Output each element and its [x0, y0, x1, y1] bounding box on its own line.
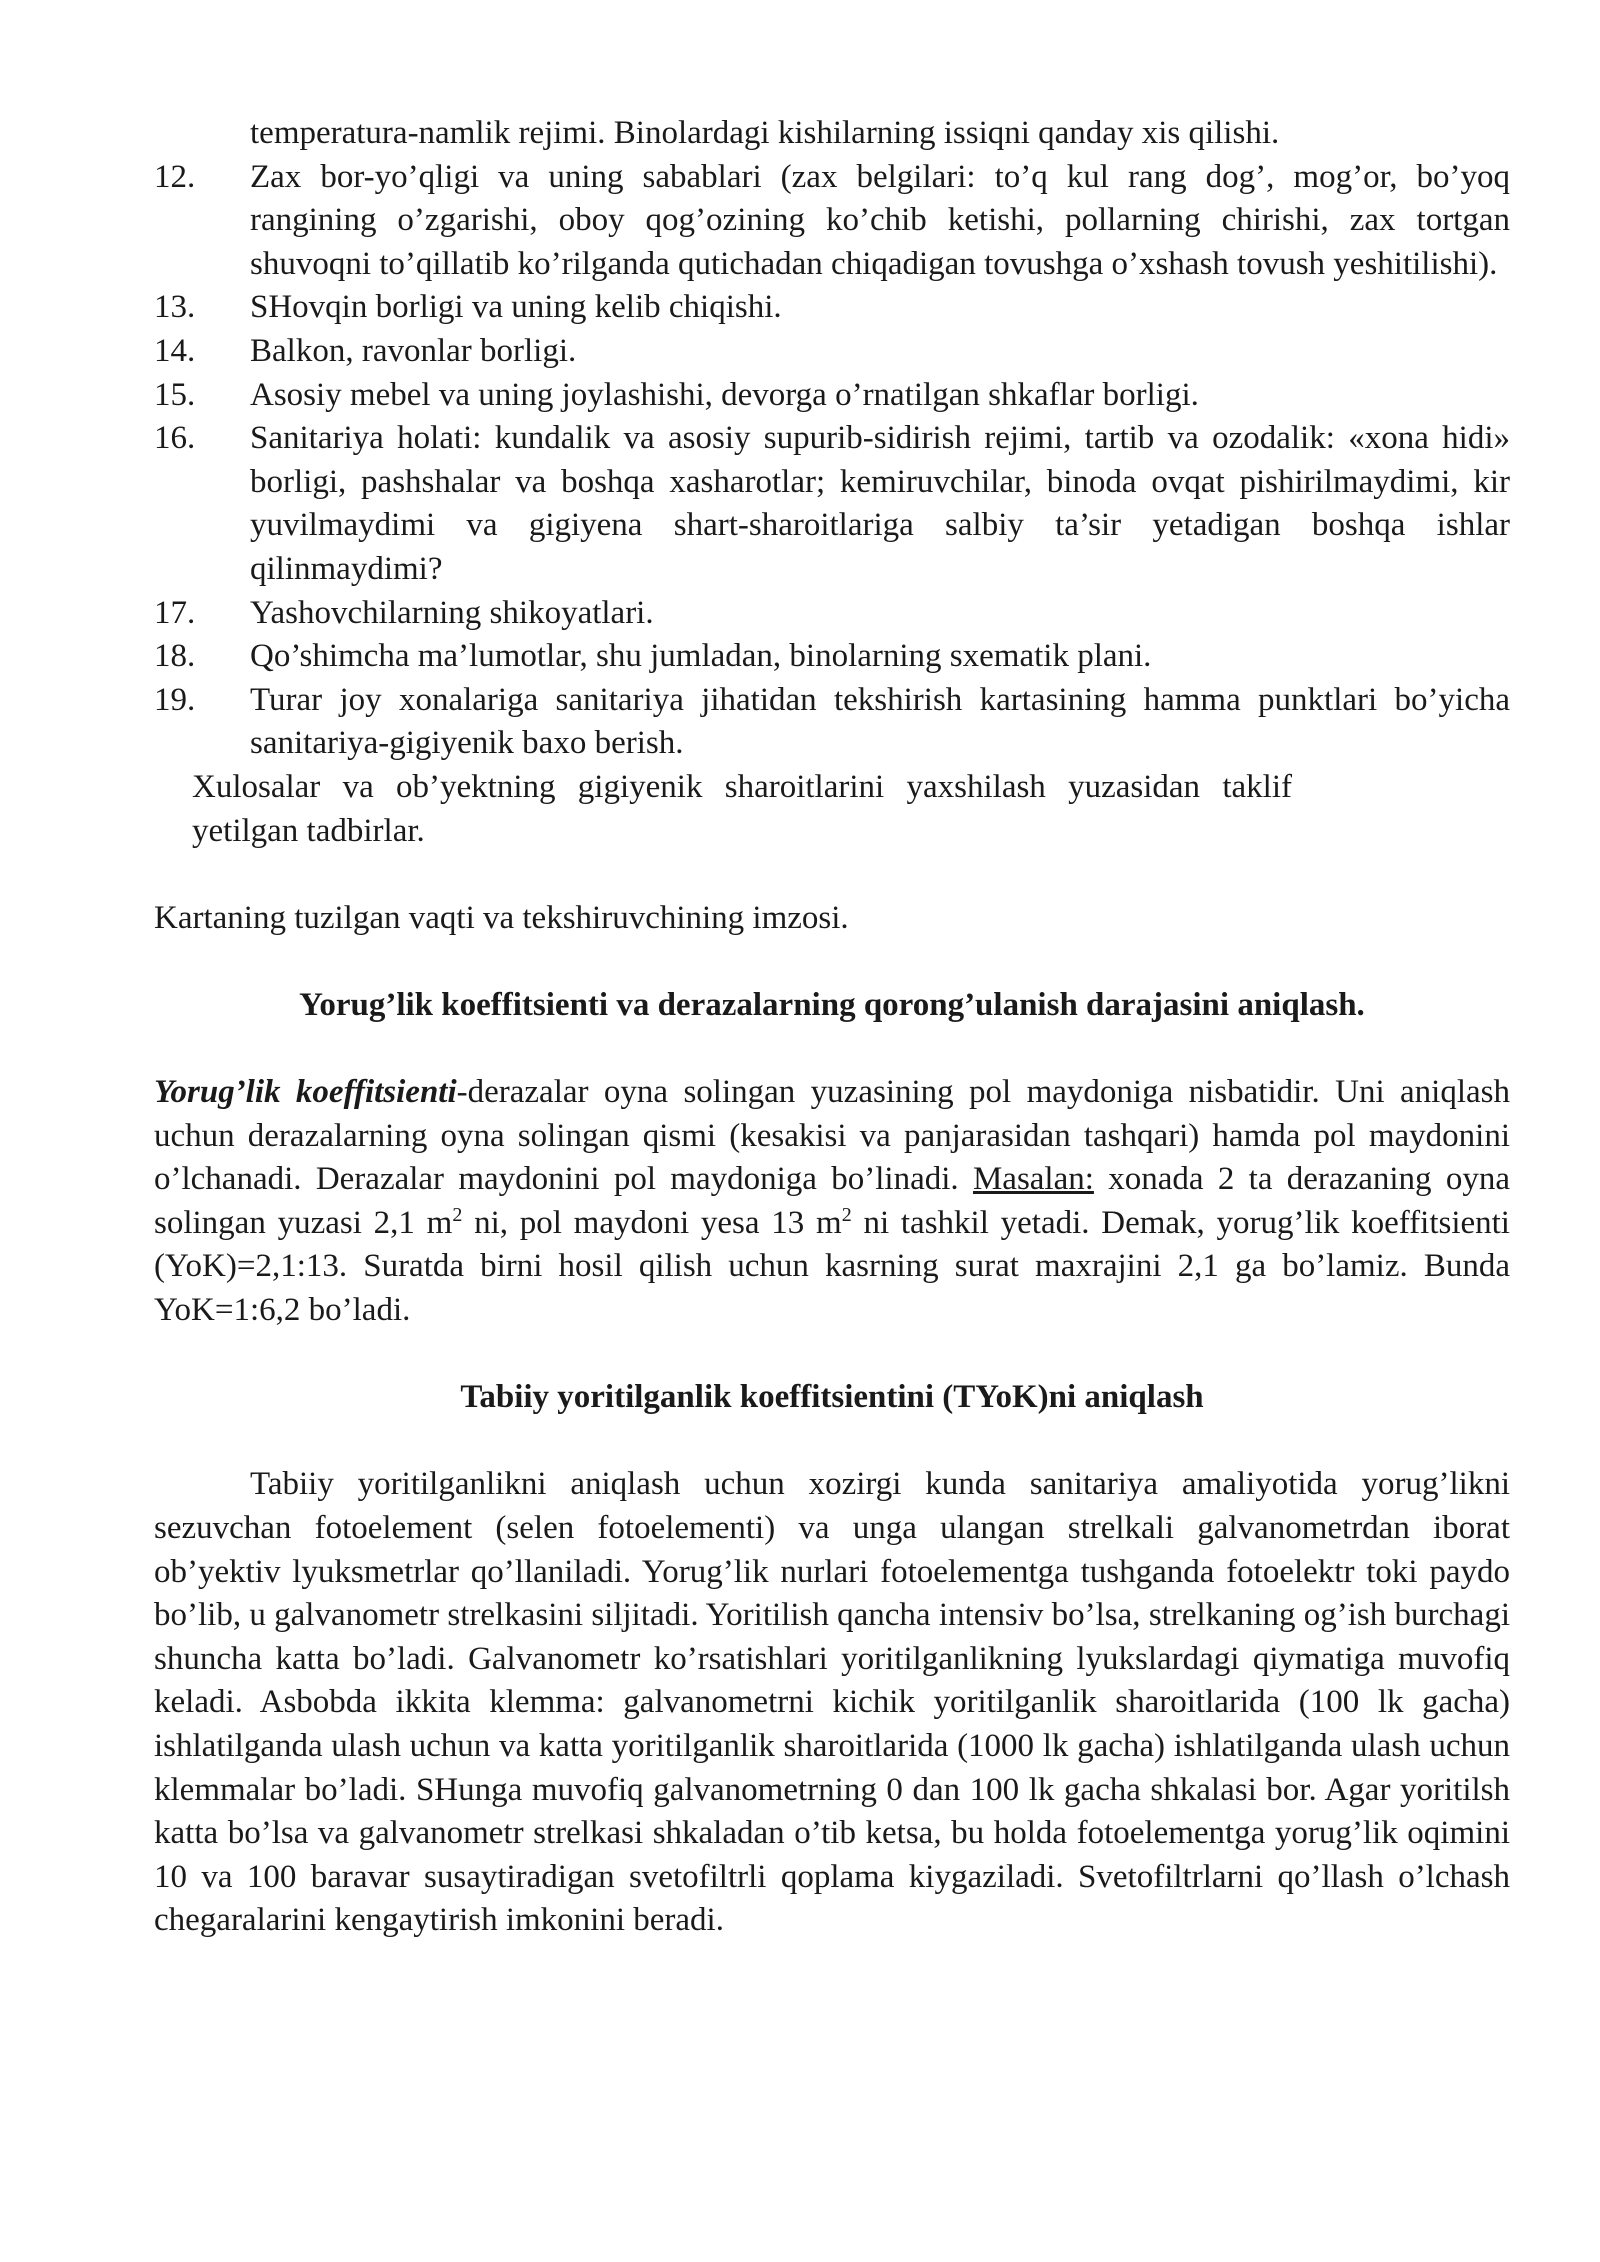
list-number: 13.	[154, 289, 196, 326]
list-text: Asosiy mebel va uning joylashishi, devorga o’rnatilgan shkaflar borligi.	[250, 376, 1199, 413]
paragraph-text: xonada 2 ta derazaning oyna solingan yuzasi 2,1 m	[154, 1161, 1510, 1241]
list-item	[154, 679, 1510, 766]
superscript: 2	[452, 1203, 463, 1226]
list-number: 17.	[154, 594, 196, 631]
list-text: Yashovchilarning shikoyatlari.	[250, 594, 654, 631]
paragraph-text: ni tashkil yetadi. Demak, yorug’lik koeffitsienti (YoK)=2,1:13. Suratda birni hosil qilish uchun kasrning surat maxrajini 2,1 ga bo’lamiz. Bunda YoK=1:6,2 bo’ladi.	[154, 1204, 1510, 1329]
conclusion-text: Xulosalar va ob’yektning gigiyenik sharoitlarini yaxshilash yuzasidan taklif yetilgan tadbirlar.	[192, 768, 1292, 849]
list-item	[154, 417, 1510, 591]
list-number: 15.	[154, 376, 196, 413]
list-text: Turar joy xonalariga sanitariya jihatidan tekshirish kartasining hamma punktlari bo’yicha sanitariya-gigiyenik baxo berish.	[250, 681, 1510, 762]
list-number: 19.	[154, 681, 196, 718]
list-number: 16.	[154, 420, 196, 457]
list-number: 12.	[154, 158, 196, 195]
section-heading-natural-light: Tabiiy yoritilganlik koeffitsientini (TYoK)ni aniqlash	[460, 1379, 1204, 1416]
paragraph-text: -derazalar oyna solingan yuzasining pol maydoniga nisbatidir. Uni aniqlash uchun derazalarning oyna solingan qismi (kesakisi va panjarasidan tashqari) hamda pol maydonini o’lchanadi. Derazalar maydonini pol maydoniga bo’linadi.	[154, 1074, 1510, 1198]
list-text: Sanitariya holati: kundalik va asosiy supurib-sidirish rejimi, tartib va ozodalik: «xona hidi» borligi, pashshalar va boshqa xasharotlar; kemiruvchilar, binoda ovqat pishirilmaydimi, kir yuvilmaydimi va gigiyena shart-sharoitlariga salbiy ta’sir yetadigan boshqa ishlar qilinmaydimi?	[250, 420, 1510, 587]
list-text: SHovqin borligi va uning kelib chiqishi.	[250, 289, 782, 326]
natural-light-paragraph: Tabiiy yoritilganlikni aniqlash uchun xozirgi kunda sanitariya amaliyotida yorug’likni sezuvchan fotoelement (selen fotoelementi) va unga ulangan strelkali galvanometrdan iborat ob’yektiv lyuksmetrlar qo’llaniladi. Yorug’lik nurlari fotoelementga tushganda fotoelektr toki paydo bo’lib, u galvanometr strelkasini siljitadi. Yoritilish qancha intensiv bo’lsa, strelkaning og’ish burchagi shuncha katta bo’ladi. Galvanometr ko’rsatishlari yoritilganlikning lyukslardagi qiymatiga muvofiq keladi. Asbobda ikkita klemma: galvanometrni kichik yoritilganlik sharoitlarida (100 lk gacha) ishlatilganda ulash uchun va katta yoritilganlik sharoitlarida (1000 lk gacha) ishlatilganda ulash uchun klemmalar bo’ladi. SHunga muvofiq galvanometrning 0 dan 100 lk gacha shkalasi bor. Agar yoritilsh katta bo’lsa va galvanometr strelkasi shkaladan o’tib ketsa, bu holda fotoelementga yorug’lik oqimini 10 va 100 baravar susaytiradigan svetofiltrli qoplama kiygaziladi. Svetofiltrlarni qo’llash o’lchash chegaralarini kengaytirish imkonini beradi.	[154, 1466, 1510, 1939]
document-page	[154, 112, 1510, 1943]
list-text: Qo’shimcha ma’lumotlar, shu jumladan, binolarning sxematik plani.	[250, 638, 1152, 675]
list-item	[154, 330, 1510, 374]
light-coefficient-paragraph	[154, 1071, 1510, 1333]
superscript: 2	[841, 1203, 852, 1226]
list-item	[154, 592, 1510, 636]
example-label: Masalan:	[972, 1161, 1094, 1198]
list-item	[154, 286, 1510, 330]
list-item	[154, 635, 1510, 679]
list-number: 14.	[154, 332, 196, 369]
list-item	[154, 156, 1510, 287]
list-text: Balkon, ravonlar borligi.	[250, 332, 577, 369]
list-number: 18.	[154, 638, 196, 675]
paragraph-text: ni, pol maydoni yesa 13 m	[462, 1204, 842, 1241]
list-item	[154, 374, 1510, 418]
defined-term: Yorug’lik koeffitsienti	[154, 1074, 457, 1111]
list-text: Zax bor-yo’qligi va uning sabablari (zax belgilari: to’q kul rang dog’, mog’or, bo’yoq rangining o’zgarishi, oboy qog’ozining ko’chib ketishi, pollarning chirishi, zax tortgan shuvoqni to’qillatib ko’rilganda qutichadan chiqadigan tovushga o’xshash tovush yeshitilishi).	[250, 158, 1510, 282]
signature-line: Kartaning tuzilgan vaqti va tekshiruvchining imzosi.	[154, 899, 849, 936]
list-item-continuation: temperatura-namlik rejimi. Binolardagi kishilarning issiqni qanday xis qilishi.	[250, 115, 1280, 151]
section-heading-light-coefficient: Yorug’lik koeffitsienti va derazalarning qorong’ulanish darajasini aniqlash.	[299, 986, 1365, 1023]
inspection-list	[154, 156, 1510, 766]
